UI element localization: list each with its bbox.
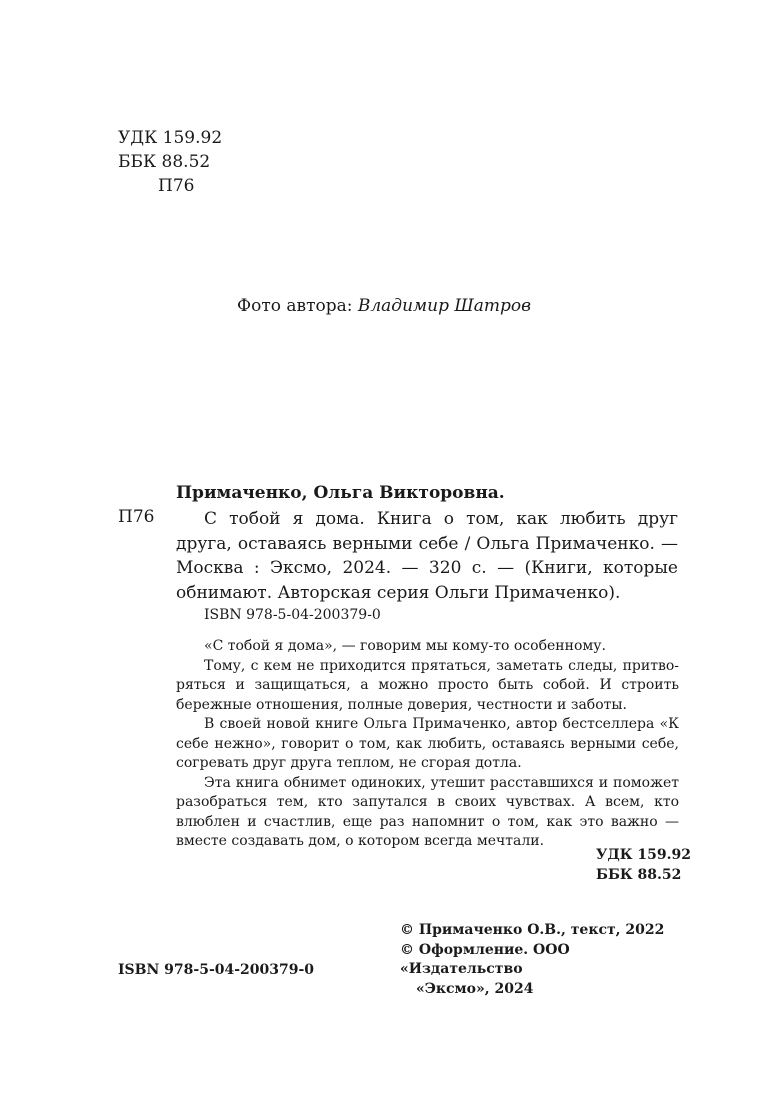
catalog-description: С тобой я дома. Книга о том, как любить друг друга, оставаясь верными себе / Ольга Примаченко. — Москва : Эксмо, 2024. — 320 с. — (Книги, которые обнимают. Авторская серия Ольги Примаченко). [176, 509, 678, 603]
classification-top [118, 126, 222, 198]
annotation [176, 637, 679, 852]
classification-bottom [596, 845, 691, 885]
isbn-bottom: ISBN 978-5-04-200379-0 [118, 962, 315, 978]
copyright-text: © Примаченко О.В., текст, 2022 [400, 922, 665, 938]
udk-code-bottom: УДК 159.92 [596, 847, 691, 863]
annotation-paragraph: Эта книга обнимет одиноких, утешит расставшихся и поможет разобраться тем, кто запутался в своих чувствах. А всем, кто влюблен и счастлив, еще раз напомнит о том, как это важно — вместе создавать дом, о котором всегда мечтали. [176, 774, 679, 849]
catalog-author-mark: П76 [118, 507, 155, 527]
author-mark: П76 [158, 176, 195, 196]
photo-credit-label: Фото автора: [236, 296, 353, 316]
copyright-design-line2: «Эксмо», 2024 [416, 980, 534, 997]
copyright-design-line1: © Оформление. ООО «Издательство [400, 941, 570, 977]
annotation-paragraph: Тому, с кем не приходится прятаться, заметать следы, притворяться и защищаться, а можно просто быть собой. И строить бережные отношения, полные доверия, честности и заботы. [176, 657, 679, 713]
annotation-paragraph: «С тобой я дома», — говорим мы кому-то особенному. [204, 638, 606, 654]
photo-credit [0, 296, 768, 316]
bbk-code-bottom: ББК 88.52 [596, 867, 682, 883]
catalog-isbn: ISBN 978-5-04-200379-0 [204, 607, 381, 623]
bbk-code: ББК 88.52 [118, 152, 211, 172]
udk-code: УДК 159.92 [118, 128, 223, 148]
annotation-paragraph: В своей новой книге Ольга Примаченко, автор бестселлера «К себе нежно», говорит о том, как любить, оставаясь верными себе, согревать друг друга теплом, не сгорая дотла. [176, 716, 679, 771]
copyright-block [400, 921, 690, 999]
catalog-author-heading: Примаченко, Ольга Викторовна. [176, 483, 505, 503]
photo-credit-name: Владимир Шатров [357, 296, 532, 316]
